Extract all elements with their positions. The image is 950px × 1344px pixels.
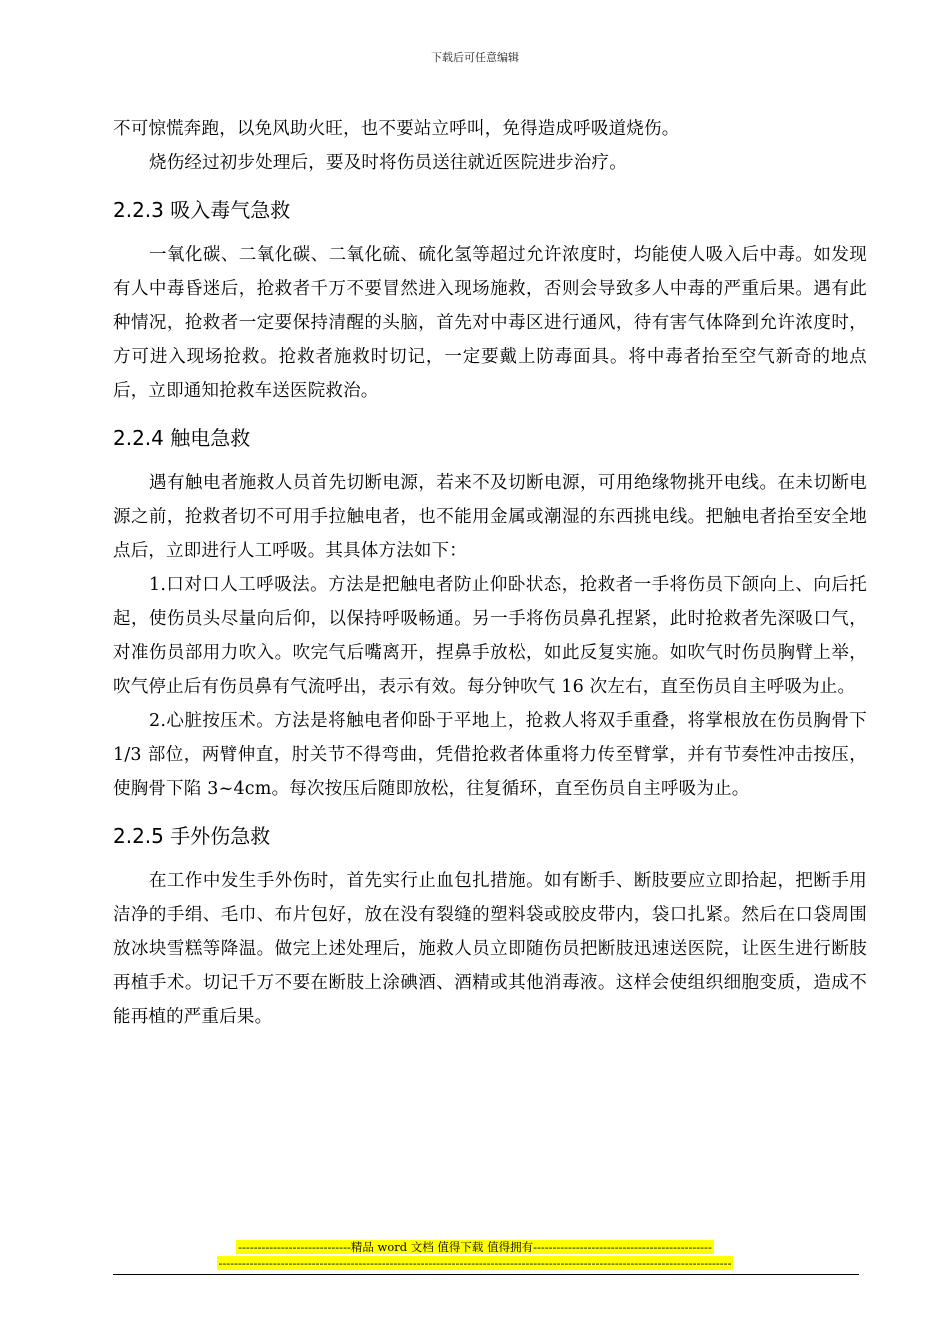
paragraph: 1.口对口人工呼吸法。方法是把触电者防止仰卧状态，抢救者一手将伤员下颌向上、向后托起，使伤员头尽量向后仰，以保持呼吸畅通。另一手将伤员鼻孔捏紧，此时抢救者先深吸口气，对准伤员部用力吹入。吹完气后嘴离开，捏鼻手放松，如此反复实施。如吹气时伤员胸臂上举，吹气停止后有伤员鼻有气流呼出，表示有效。每分钟吹气 16 次左右，直至伤员自主呼吸为止。 — [113, 575, 867, 697]
paragraph: 烧伤经过初步处理后，要及时将伤员送往就近医院进步治疗。 — [149, 153, 627, 173]
paragraph: 在工作中发生手外伤时，首先实行止血包扎措施。如有断手、断肢要应立即拾起，把断手用洁净的手绢、毛巾、布片包好，放在没有裂缝的塑料袋或胶皮带内，袋口扎紧。然后在口袋周围放冰块雪糕等降温。做完上述处理后，施救人员立即随伤员把断肢迅速送医院，让医生进行断肢再植手术。切记千万不要在断肢上涂碘酒、酒精或其他消毒液。这样会使组织细胞变质，造成不能再植的严重后果。 — [113, 871, 867, 1027]
paragraph: 遇有触电者施救人员首先切断电源，若来不及切断电源，可用绝缘物挑开电线。在未切断电源之前，抢救者切不可用手拉触电者，也不能用金属或潮湿的东西挑电线。把触电者抬至安全地点后，立即进行人工呼吸。其具体方法如下： — [113, 473, 867, 561]
section-heading-2-2-5: 2.2.5 手外伤急救 — [113, 824, 271, 848]
page-header: 下载后可任意编辑 — [431, 51, 519, 64]
footer-banner-text: -----------------------------精品 word 文档 值得下载 值得拥有---------------------------------------------- — [238, 1240, 712, 1254]
paragraph: 2.心脏按压术。方法是将触电者仰卧于平地上，抢救人将双手重叠，将掌根放在伤员胸骨下 1/3 部位，两臂伸直，肘关节不得弯曲，凭借抢救者体重将力传至臂掌，并有节奏性冲击按压，使胸骨下陷 3~4cm。每次按压后随即放松，往复循环，直至伤员自主呼吸为止。 — [113, 711, 867, 799]
footer-banner-dashes: ------------------------------------------------------------------------------------------------------------------------------------ — [218, 1256, 732, 1270]
paragraph: 不可惊慌奔跑，以免风助火旺，也不要站立呼叫，免得造成呼吸道烧伤。 — [113, 119, 680, 139]
paragraph: 一氧化碳、二氧化碳、二氧化硫、硫化氢等超过允许浓度时，均能使人吸入后中毒。如发现有人中毒昏迷后，抢救者千万不要冒然进入现场施救，否则会导致多人中毒的严重后果。遇有此种情况，抢救者一定要保持清醒的头脑，首先对中毒区进行通风，待有害气体降到允许浓度时，方可进入现场抢救。抢救者施救时切记，一定要戴上防毒面具。将中毒者抬至空气新奇的地点后，立即通知抢救车送医院救治。 — [113, 245, 867, 401]
page-content — [113, 112, 867, 1034]
footer-banner-bottom — [0, 1256, 950, 1271]
section-heading-2-2-3: 2.2.3 吸入毒气急救 — [113, 198, 291, 222]
footer-banner-top — [0, 1240, 950, 1255]
section-heading-2-2-4: 2.2.4 触电急救 — [113, 426, 251, 450]
footer-divider — [113, 1274, 859, 1275]
